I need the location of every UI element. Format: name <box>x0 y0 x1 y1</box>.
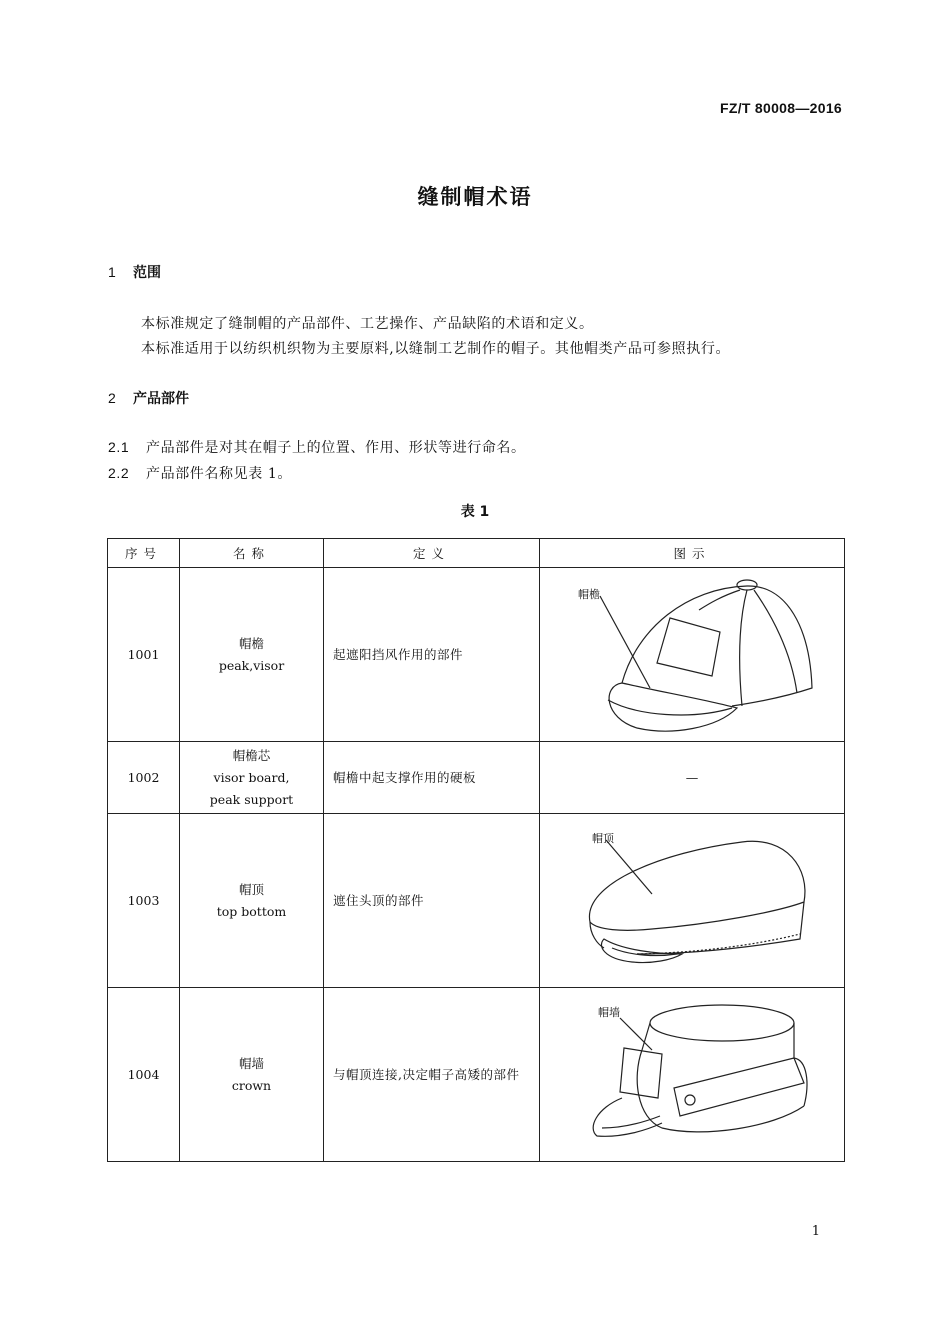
figure-label: 帽墙 <box>598 1006 620 1019</box>
part-name-en: visor board, <box>213 769 290 785</box>
scope-paragraph-2: 本标准适用于以纺织机织物为主要原料,以缝制工艺制作的帽子。其他帽类产品可参照执行。 <box>141 341 731 357</box>
part-definition: 起遮阳挡风作用的部件 <box>324 568 540 742</box>
figure-cell <box>540 814 845 988</box>
clause-text: 产品部件名称见表 1。 <box>146 466 292 482</box>
part-name-en: top bottom <box>216 903 287 919</box>
row-number: 1004 <box>108 988 180 1162</box>
clause-2-1 <box>108 437 526 457</box>
clause-number: 2.1 <box>108 439 130 455</box>
column-header-number: 序号 <box>108 539 180 568</box>
peak-cap-illustration <box>542 568 842 738</box>
figure-cell <box>540 988 845 1162</box>
standard-code: FZ/T 80008—2016 <box>719 100 842 116</box>
part-name <box>180 568 324 742</box>
table-title: 表 1 <box>460 504 490 520</box>
crown-cap-illustration <box>542 988 842 1158</box>
scope-paragraph-1: 本标准规定了缝制帽的产品部件、工艺操作、产品缺陷的术语和定义。 <box>141 316 594 332</box>
section-2-number: 2 <box>108 390 116 406</box>
clause-2-2 <box>108 463 292 483</box>
document-title: 缝制帽术语 <box>417 185 533 209</box>
column-header-definition: 定义 <box>324 539 540 568</box>
table-row <box>108 568 845 742</box>
column-header-name: 名称 <box>180 539 324 568</box>
part-name-en: peak,visor <box>218 657 285 673</box>
figure-label: 帽顶 <box>592 832 614 845</box>
parts-table <box>107 538 845 1162</box>
figure-cell <box>540 568 845 742</box>
clause-number: 2.2 <box>108 465 130 481</box>
section-2-heading <box>108 388 189 408</box>
part-name <box>180 988 324 1162</box>
page-number: 1 <box>811 1224 820 1239</box>
table-row <box>108 742 845 814</box>
part-name-en: crown <box>231 1077 272 1093</box>
figure-cell: — <box>540 742 845 814</box>
row-number: 1003 <box>108 814 180 988</box>
part-name <box>180 814 324 988</box>
table-row <box>108 988 845 1162</box>
flat-cap-illustration <box>542 814 842 984</box>
figure-label: 帽檐 <box>578 588 600 601</box>
part-name-cn: 帽顶 <box>238 881 264 897</box>
part-definition: 帽檐中起支撑作用的硬板 <box>324 742 540 814</box>
part-definition: 与帽顶连接,决定帽子高矮的部件 <box>324 988 540 1162</box>
part-name <box>180 742 324 814</box>
column-header-figure: 图示 <box>540 539 845 568</box>
part-name-cn: 帽檐芯 <box>232 747 271 763</box>
section-1-title: 范围 <box>133 265 161 281</box>
part-name-cn: 帽檐 <box>238 635 264 651</box>
row-number: 1001 <box>108 568 180 742</box>
part-name-en-2: peak support <box>209 791 294 807</box>
row-number: 1002 <box>108 742 180 814</box>
table-header-row <box>108 539 845 568</box>
part-definition: 遮住头顶的部件 <box>324 814 540 988</box>
clause-text: 产品部件是对其在帽子上的位置、作用、形状等进行命名。 <box>146 440 526 456</box>
part-name-cn: 帽墙 <box>238 1055 264 1071</box>
section-1-heading <box>108 262 161 282</box>
section-2-title: 产品部件 <box>133 391 189 407</box>
section-1-number: 1 <box>108 264 116 280</box>
table-row <box>108 814 845 988</box>
